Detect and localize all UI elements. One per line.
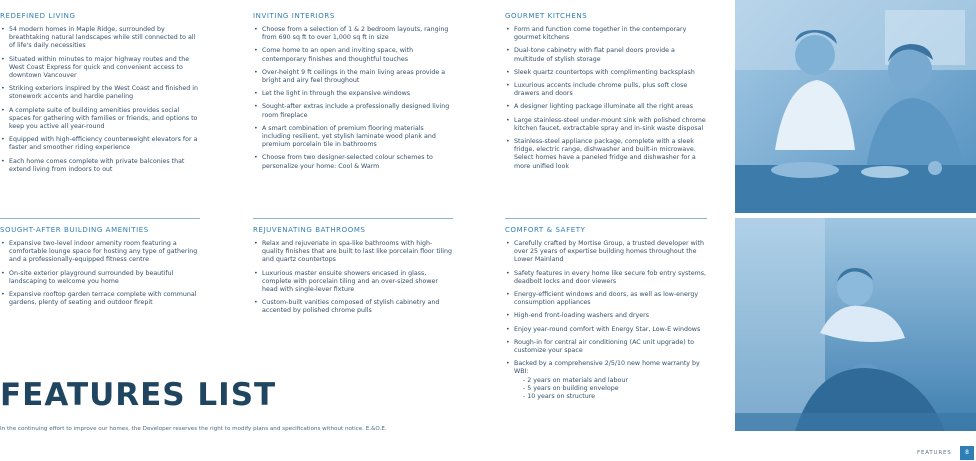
section-building-amenities	[0, 218, 200, 312]
warranty-item	[505, 360, 707, 376]
list-item: • Large stainless-steel under-mount sink with polished chrome kitchen faucet, extractable spray and in-sink waste disposal	[505, 117, 707, 133]
list-item: • Carefully crafted by Mortise Group, a trusted developer with over 25 years of expertise building homes throughout the Lower Mainland	[505, 240, 707, 265]
list-item: • Relax and rejuvenate in spa-like bathrooms with high-quality finishes that are built to last like porcelain floor tiling and quartz countertops	[253, 240, 453, 265]
warranty-line: - 5 years on building envelope	[523, 384, 619, 392]
page-number: 8	[960, 446, 974, 460]
list-item: • Over-height 9 ft ceilings in the main living areas provide a bright and airy feel throughout	[253, 69, 453, 85]
list-item: • Expansive rooftop garden terrace complete with communal gardens, plenty of seating and outdoor firepit	[0, 291, 200, 307]
section-title: GOURMET KITCHENS	[505, 12, 588, 20]
list-item: • A smart combination of premium flooring materials including resilient, yet stylish laminate wood plank and premium porcelain tile in bathrooms	[253, 125, 453, 150]
list-item: • Choose from a selection of 1 & 2 bedroom layouts, ranging from 690 sq ft to over 1,000 sq ft in size	[253, 26, 453, 42]
list-item: • Each home comes complete with private balconies that extend living from indoors to out	[0, 158, 200, 174]
section-divider	[505, 218, 707, 219]
kitchen-photo	[735, 0, 976, 213]
list-item: • Luxurious accents include chrome pulls, plus soft close drawers and doors	[505, 82, 707, 98]
list-item: • Luxurious master ensuite showers encased in glass, complete with porcelain tiling and an over-sized shower head with single-lever fixture	[253, 270, 453, 295]
list-item: • Equipped with high-efficiency counterweight elevators for a faster and smoother riding experience	[0, 136, 200, 152]
section-redefined-living	[0, 12, 200, 179]
warranty-text: Backed by a comprehensive 2/5/10 new home warranty by WBI:	[514, 360, 700, 376]
section-gourmet-kitchens	[505, 12, 707, 176]
footer-section-label: FEATURES	[917, 450, 952, 456]
list-item: • Stainless-steel appliance package, complete with a sleek fridge, electric range, dishwasher and built-in microwave. Select homes have a paneled fridge and dishwasher for a more unified look	[505, 138, 707, 171]
section-divider	[253, 218, 453, 219]
disclaimer-text: In the continuing effort to improve our homes, the Developer reserves the right to modify plans and specifications without notice. E.&O.E.	[0, 426, 387, 432]
list-item: • Form and function come together in the contemporary gourmet kitchens	[505, 26, 707, 42]
section-title: COMFORT & SAFETY	[505, 226, 586, 234]
list-item: • Energy-efficient windows and doors, as well as low-energy consumption appliances	[505, 291, 707, 307]
feature-list	[505, 26, 707, 171]
list-item: • Come home to an open and inviting space, with contemporary finishes and thoughtful touches	[253, 47, 453, 63]
section-rejuvenating-bathrooms	[253, 218, 453, 321]
list-item: • A designer lighting package illuminate all the right areas	[505, 103, 707, 111]
list-item: • Expansive two-level indoor amenity room featuring a comfortable lounge space for hosting any type of gathering and a professionally-equipped fitness centre	[0, 240, 200, 265]
list-item: • Safety features in every home like secure fob entry systems, deadbolt locks and door viewers	[505, 270, 707, 286]
list-item: • Rough-in for central air conditioning (AC unit upgrade) to customize your space	[505, 339, 707, 355]
list-item: • High-end front-loading washers and dryers	[505, 312, 707, 320]
list-item: • Enjoy year-round comfort with Energy Star, Low-E windows	[505, 326, 707, 334]
kitchen-photo-illustration	[735, 0, 976, 213]
warranty-line: - 2 years on materials and labour	[523, 376, 628, 384]
list-item: • 54 modern homes in Maple Ridge, surrounded by breathtaking natural landscapes while still connected to all of life's daily necessities	[0, 26, 200, 51]
page-title: FEATURES LIST	[0, 377, 277, 413]
family-photo-illustration	[735, 218, 976, 431]
list-item: • Sleek quartz countertops with complimenting backsplash	[505, 69, 707, 77]
section-title: INVITING INTERIORS	[253, 12, 335, 20]
feature-list	[253, 240, 453, 316]
list-item: • Choose from two designer-selected colour schemes to personalize your home: Cool & Warm	[253, 154, 453, 170]
list-item: • Custom-built vanities composed of stylish cabinetry and accented by polished chrome pulls	[253, 299, 453, 315]
section-title: REDEFINED LIVING	[0, 12, 76, 20]
section-title: REJUVENATING BATHROOMS	[253, 226, 366, 234]
list-item: • Sought-after extras include a professionally designed living room fireplace	[253, 103, 453, 119]
section-comfort-safety	[505, 218, 707, 401]
section-divider	[0, 218, 200, 219]
warranty-line: - 10 years on structure	[523, 393, 596, 401]
section-title: SOUGHT-AFTER BUILDING AMENITIES	[0, 226, 149, 234]
feature-list	[0, 26, 200, 174]
section-inviting-interiors	[253, 12, 453, 176]
list-item: • Striking exteriors inspired by the West Coast and finished in stonework accents and hardie paneling	[0, 85, 200, 101]
feature-list	[505, 240, 707, 377]
feature-list	[253, 26, 453, 171]
family-photo	[735, 218, 976, 431]
list-item: • A complete suite of building amenities provides social spaces for gathering with families or friends, and options to keep you active all year-round	[0, 107, 200, 132]
list-item: • Dual-tone cabinetry with flat panel doors provide a multitude of stylish storage	[505, 47, 707, 63]
list-item: • Situated within minutes to major highway routes and the West Coast Express for quick and convenient access to downtown Vancouver	[0, 56, 200, 81]
list-item: • Let the light in through the expansive windows	[253, 90, 453, 98]
feature-list	[0, 240, 200, 307]
list-item: • On-site exterior playground surrounded by beautiful landscaping to welcome you home	[0, 270, 200, 286]
